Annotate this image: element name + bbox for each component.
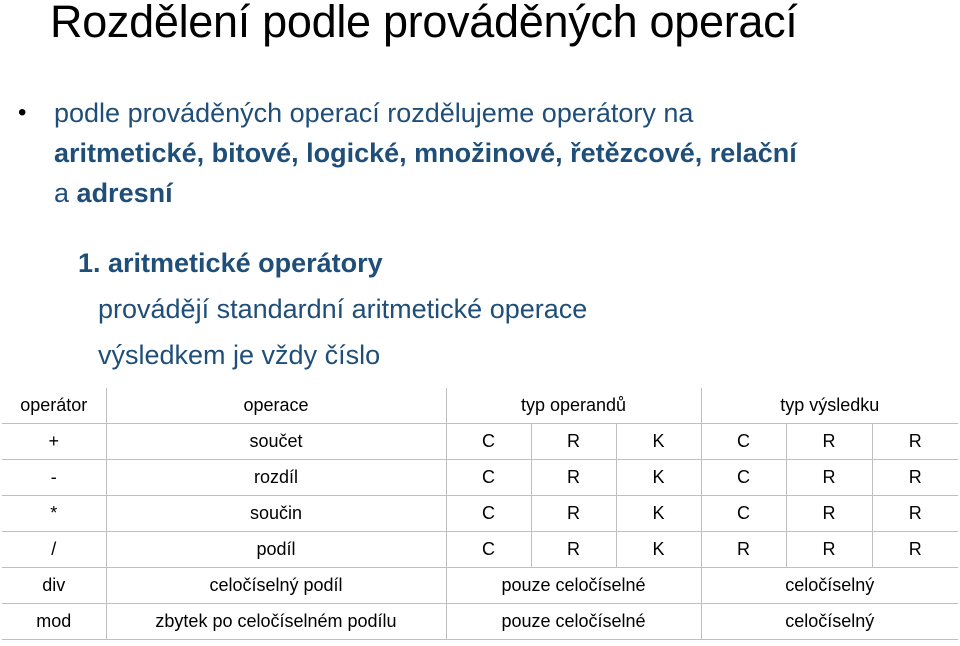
table-cell: R — [786, 532, 872, 568]
table-cell: pouze celočíselné — [446, 568, 701, 604]
table-cell: R — [531, 532, 616, 568]
table-cell: R — [872, 496, 958, 532]
table-cell: celočíselný — [701, 568, 958, 604]
table-row — [2, 424, 958, 460]
table-cell: pouze celočíselné — [446, 604, 701, 640]
section-line-1: provádějí standardní aritmetické operace — [98, 294, 588, 324]
table-cell: součin — [106, 496, 446, 532]
page-title: Rozdělení podle prováděných operací — [50, 0, 798, 47]
table-row — [2, 568, 958, 604]
table-cell: celočíselný podíl — [106, 568, 446, 604]
table-cell: / — [2, 532, 106, 568]
table-cell: + — [2, 424, 106, 460]
table-cell: R — [701, 532, 786, 568]
bullet-line-3-prefix: a — [54, 178, 70, 208]
operators-table — [2, 388, 958, 640]
table-cell: R — [531, 424, 616, 460]
header-operand-type: typ operandů — [446, 388, 701, 424]
arithmetic-section — [78, 240, 898, 378]
table-cell: C — [446, 460, 531, 496]
table-cell: rozdíl — [106, 460, 446, 496]
table-cell: součet — [106, 424, 446, 460]
table-cell: mod — [2, 604, 106, 640]
table-row — [2, 532, 958, 568]
table-row — [2, 604, 958, 640]
table-row — [2, 460, 958, 496]
table-cell: R — [786, 460, 872, 496]
table-cell: C — [701, 424, 786, 460]
table-cell: K — [616, 460, 701, 496]
section-line-2: výsledkem je vždy číslo — [98, 340, 381, 370]
table-cell: - — [2, 460, 106, 496]
table-cell: R — [786, 424, 872, 460]
table-cell: C — [446, 424, 531, 460]
table-cell: div — [2, 568, 106, 604]
table-cell: * — [2, 496, 106, 532]
table-cell: R — [531, 496, 616, 532]
table-cell: R — [872, 424, 958, 460]
table-cell: C — [701, 460, 786, 496]
table-cell: podíl — [106, 532, 446, 568]
table-cell: R — [872, 532, 958, 568]
bullet-text — [54, 93, 898, 213]
table-cell: R — [872, 460, 958, 496]
header-result-type: typ výsledku — [701, 388, 958, 424]
table-header-row — [2, 388, 958, 424]
table-cell: celočíselný — [701, 604, 958, 640]
bullet-line-3-bold: adresní — [76, 178, 173, 208]
table-cell: R — [531, 460, 616, 496]
table-cell: zbytek po celočíselném podílu — [106, 604, 446, 640]
bullet-line-1: podle prováděných operací rozdělujeme operátory na — [54, 98, 694, 128]
bullet-item — [18, 93, 898, 213]
header-operation: operace — [106, 388, 446, 424]
header-operator: operátor — [2, 388, 106, 424]
table-cell: R — [786, 496, 872, 532]
bullet-dot-icon: • — [18, 99, 27, 126]
bullet-line-3 — [54, 173, 898, 213]
table-cell: K — [616, 424, 701, 460]
table-cell: C — [446, 532, 531, 568]
table-cell: C — [701, 496, 786, 532]
table-cell: C — [446, 496, 531, 532]
operator-categories: aritmetické, bitové, logické, množinové, řetězcové, relační — [54, 138, 797, 168]
table-row — [2, 496, 958, 532]
section-heading: 1. aritmetické operátory — [78, 248, 383, 278]
table-cell: K — [616, 532, 701, 568]
table-cell: K — [616, 496, 701, 532]
